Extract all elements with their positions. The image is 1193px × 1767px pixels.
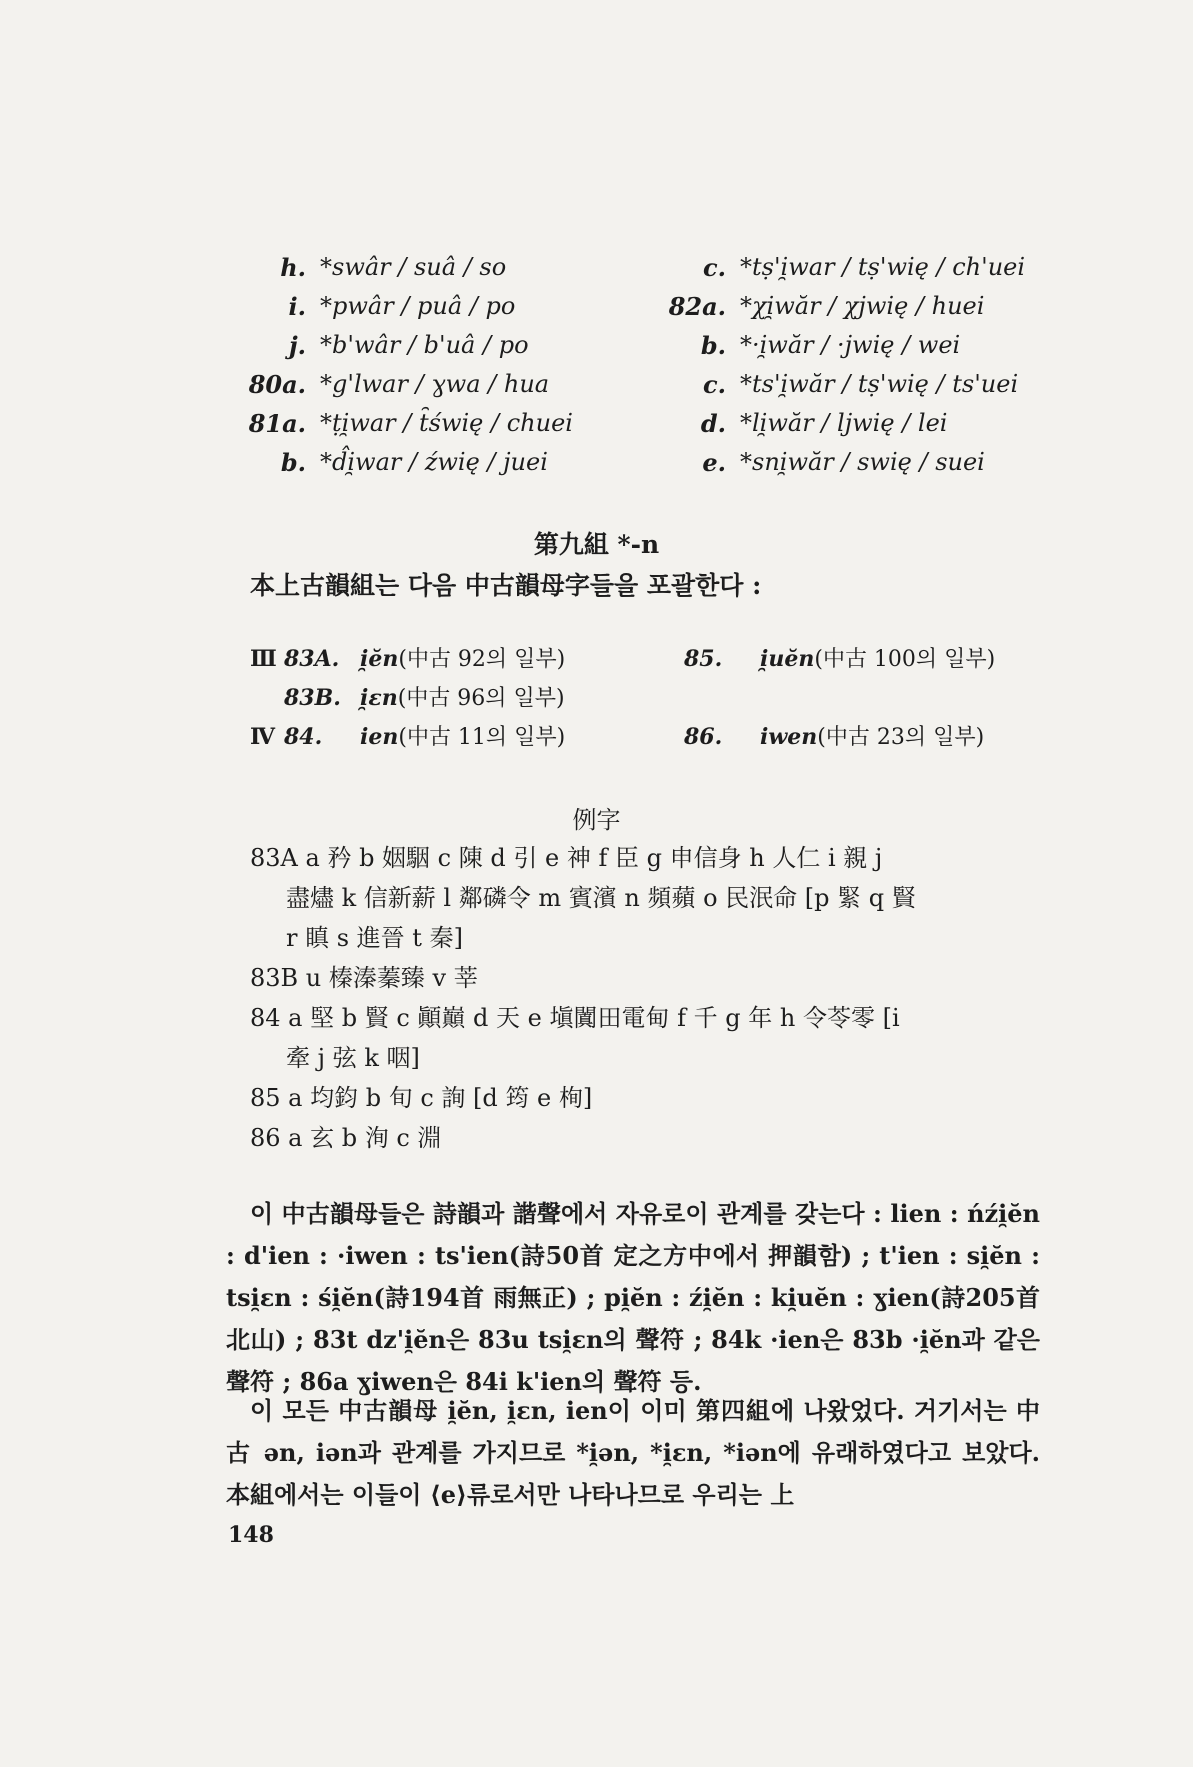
item-label: h. [280,253,306,282]
item-form: *swâr / suâ / so [320,253,507,281]
item-label: d. [700,409,726,438]
final-note: (中古 96의 일부) [397,686,565,711]
finals-row [250,640,1084,679]
final-form: iwen [760,724,818,750]
reconstruction-row [248,326,608,365]
final-entry [284,718,684,757]
final-entry [284,640,684,679]
paragraph-text: 이 모든 中古韻母 i̯ĕn, i̯ɛn, ien이 이미 第四組에 나왔었다. 거기서는 中古 ən, iən과 관계를 가지므로 *i̯ən, *i̯ɛn, *iən에 유래하였다고 보았다. 本組에서는 이들이 ⟨e⟩류로서만 나타나므로 우리는 上 [226,1396,1040,1509]
item-label: b. [700,331,726,360]
reconstruction-row [248,443,608,482]
final-number: 85. [684,646,723,672]
division-label: Ⅳ [250,724,275,750]
example-line: 84 a 堅 b 賢 c 顚巔 d 天 e 塡闐田電甸 f 千 g 年 h 令苓零 [i [250,1004,900,1032]
item-form: *ṭi̯war / t̑świę / chuei [320,409,573,437]
item-label: c. [703,370,726,399]
final-form: i̯uĕn [760,646,815,672]
final-form: i̯ĕn [360,646,399,672]
final-note: (中古 23의 일부) [817,725,985,750]
example-line: 86 a 玄 b 洵 c 淵 [250,1124,442,1152]
reconstruction-row [648,404,1048,443]
examples-list [250,838,1040,1158]
item-label: 81a. [248,409,306,438]
reconstruction-list-right [648,248,1048,482]
reconstruction-row [248,248,608,287]
reconstruction-row [648,248,1048,287]
final-number: 83B. [284,685,341,711]
item-form: *·i̯wăr / ·jwię / wei [740,331,961,359]
final-number: 83A. [284,646,340,672]
finals-row [250,718,1084,757]
item-form: *ts'i̯wăr / tṣ'wię / ts'uei [740,370,1019,398]
reconstruction-row [648,443,1048,482]
example-line: r 瞋 s 進晉 t 秦] [286,924,463,952]
item-form: *sni̯wăr / swię / suei [740,448,985,476]
section-intro: 本上古韻組는 다음 中古韻母字들을 포괄한다 : [250,571,762,600]
final-entry [684,679,1084,718]
final-number: 86. [684,724,723,750]
example-line: 85 a 均鈞 b 旬 c 詢 [d 筠 e 栒] [250,1084,593,1112]
reconstruction-row [248,404,608,443]
item-form: *b'wâr / b'uâ / po [320,331,529,359]
final-note: (中古 11의 일부) [398,725,566,750]
final-note: (中古 100의 일부) [814,647,996,672]
final-entry [684,718,1084,757]
item-label: b. [280,448,306,477]
final-entry [684,640,1084,679]
reconstruction-row [648,365,1048,404]
item-label: 82a. [668,292,726,321]
item-form: *tṣ'i̯war / tṣ'wię / ch'uei [740,253,1026,281]
reconstruction-row [248,365,608,404]
item-form: *pwâr / puâ / po [320,292,516,320]
final-note: (中古 92의 일부) [398,647,566,672]
example-line: 83A a 矜 b 姻駰 c 陳 d 引 e 神 f 臣 g 申信身 h 人仁 i 親 j [250,844,883,872]
section-title: 第九組 *-n [533,530,660,559]
division-label [250,679,284,718]
item-label: 80a. [248,370,306,399]
item-form: *χi̯wăr / χjwię / huei [740,292,985,320]
final-entry [284,679,684,718]
finals-row [250,679,1084,718]
page-number: 148 [228,1522,274,1548]
reconstruction-row [248,287,608,326]
body-paragraph [226,1193,1040,1403]
item-label: c. [703,253,726,282]
item-label: i. [288,292,306,321]
example-line: 牽 j 弦 k 咽] [286,1044,420,1072]
item-label: e. [702,448,726,477]
reconstruction-row [648,326,1048,365]
reconstruction-list-left [248,248,608,482]
reconstruction-row [648,287,1048,326]
body-paragraph [226,1390,1040,1516]
final-form: i̯ɛn [360,685,398,711]
finals-list [250,640,1084,757]
item-form: *d̂i̯war / źwię / juei [320,448,548,476]
item-form: *li̯wăr / ljwię / lei [740,409,948,437]
example-line: 83B u 榛溱蓁臻 v 莘 [250,964,478,992]
final-number: 84. [284,724,323,750]
item-label: j. [288,331,306,360]
examples-title: 例字 [572,806,621,834]
example-line: 盡燼 k 信新薪 l 鄰磷令 m 賓濱 n 頻蘋 o 民泯命 [p 緊 q 賢 [286,884,916,912]
final-form: ien [360,724,399,750]
paragraph-text: 이 中古韻母들은 詩韻과 諧聲에서 자유로이 관계를 갖는다 : lien : ńźi̯ĕn : d'ien : ·iwen : ts'ien(詩50首 定之方中에서 押韻함) ; t'ien : si̯ĕn : tsi̯ɛn : śi̯ĕn(詩194首 雨無正) ; pi̯ĕn : źi̯ĕn : ki̯uĕn : ɣien(詩205首 北山) ; 83t dz'i̯ĕn은 83u tsi̯ɛn의 聲符 ; 84k ·ien은 83b ·i̯ĕn과 같은 聲符 ; 86a ɣiwen은 84i k'ien의 聲符 등. [226,1199,1040,1396]
item-form: *g'lwar / ɣwa / hua [320,370,550,398]
division-label: Ⅲ [250,646,277,672]
